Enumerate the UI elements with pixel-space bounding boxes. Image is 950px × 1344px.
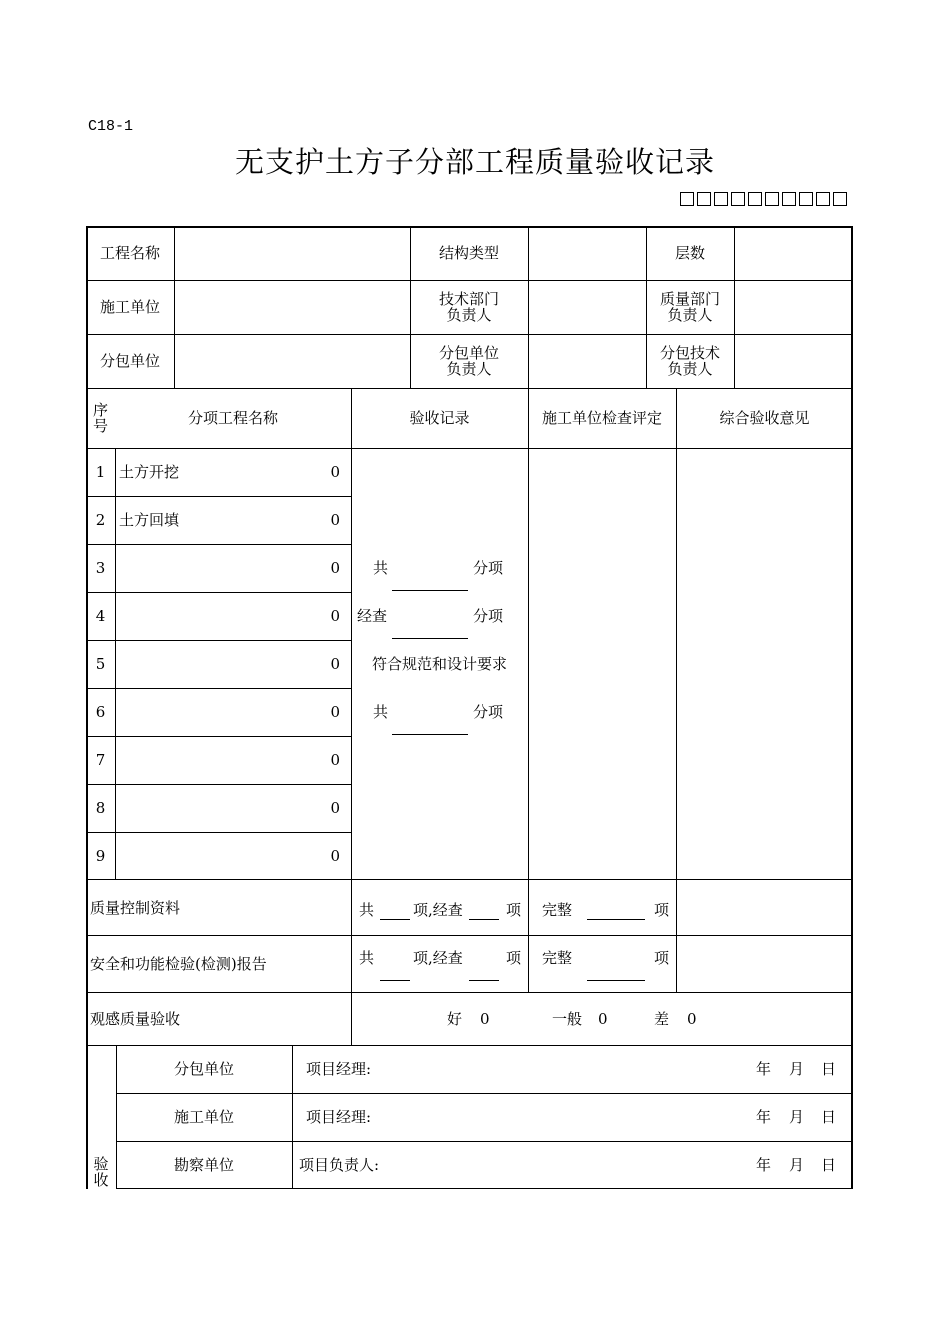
safety-checked-blank[interactable] bbox=[469, 980, 499, 981]
row-number: 9 bbox=[95, 847, 106, 865]
qc-total-label: 共 bbox=[359, 901, 375, 919]
sub-tech-input[interactable] bbox=[736, 353, 850, 369]
safety-total-blank[interactable] bbox=[380, 980, 410, 981]
row-number: 2 bbox=[95, 511, 106, 529]
row-number: 8 bbox=[95, 799, 106, 817]
safety-checked-label: 项,经查 bbox=[413, 949, 463, 967]
acceptance-day-label: 日 bbox=[821, 1156, 837, 1174]
acceptance-year-label: 年 bbox=[756, 1108, 772, 1126]
record-total-label: 共 bbox=[373, 559, 389, 577]
row-number: 1 bbox=[95, 463, 106, 481]
record-checked-label: 经查 bbox=[357, 607, 388, 625]
project-name-input[interactable] bbox=[176, 245, 408, 261]
construction-unit-label: 施工单位 bbox=[99, 298, 160, 316]
qc-complete-label: 完整 bbox=[542, 901, 573, 919]
row-item-name[interactable]: 土方回填 bbox=[119, 511, 180, 529]
number-box[interactable] bbox=[697, 192, 711, 206]
row-item-value: 0 bbox=[330, 703, 340, 721]
appearance-poor-value: 0 bbox=[687, 1010, 697, 1028]
acceptance-unit-label: 施工单位 bbox=[173, 1108, 234, 1126]
sub-unit-head-input[interactable] bbox=[530, 353, 644, 369]
appearance-good-value: 0 bbox=[480, 1010, 490, 1028]
number-box[interactable] bbox=[799, 192, 813, 206]
acceptance-unit-label: 勘察单位 bbox=[173, 1156, 234, 1174]
qc-checked-label: 项,经查 bbox=[413, 901, 463, 919]
tech-dept-label: 负责人 bbox=[446, 306, 492, 324]
safety-complete-label: 完整 bbox=[542, 949, 573, 967]
acceptance-year-label: 年 bbox=[756, 1060, 772, 1078]
record-total-blank[interactable] bbox=[392, 590, 468, 591]
row-item-value: 0 bbox=[330, 799, 340, 817]
row-item-value: 0 bbox=[330, 511, 340, 529]
acceptance-month-label: 月 bbox=[789, 1108, 805, 1126]
appearance-poor-label: 差 bbox=[654, 1010, 670, 1028]
tech-dept-input[interactable] bbox=[530, 299, 644, 315]
sub-unit-head-label: 分包单位 bbox=[438, 344, 499, 362]
sub-unit-input[interactable] bbox=[176, 353, 408, 369]
item-name-header: 分项工程名称 bbox=[187, 409, 278, 427]
appearance-label: 观感质量验收 bbox=[90, 1010, 181, 1028]
sub-tech-label: 分包技术 bbox=[659, 344, 720, 362]
row-item-value: 0 bbox=[330, 607, 340, 625]
acceptance-role-label: 项目经理: bbox=[306, 1060, 372, 1078]
row-item-value: 0 bbox=[330, 559, 340, 577]
record-items-label: 分项 bbox=[473, 607, 504, 625]
floors-label: 层数 bbox=[674, 244, 705, 262]
number-box[interactable] bbox=[782, 192, 796, 206]
acceptance-day-label: 日 bbox=[821, 1108, 837, 1126]
record-total-label: 共 bbox=[373, 703, 389, 721]
row-number: 7 bbox=[95, 751, 106, 769]
structure-type-input[interactable] bbox=[530, 245, 644, 261]
quality-control-label: 质量控制资料 bbox=[90, 899, 181, 917]
record-header: 验收记录 bbox=[409, 409, 470, 427]
safety-complete-item-label: 项 bbox=[654, 949, 670, 967]
seq-header: 序 bbox=[92, 401, 108, 419]
row-item-value: 0 bbox=[330, 751, 340, 769]
structure-type-label: 结构类型 bbox=[438, 244, 499, 262]
record-checked-blank[interactable] bbox=[392, 638, 468, 639]
number-box[interactable] bbox=[765, 192, 779, 206]
sub-unit-label: 分包单位 bbox=[99, 352, 160, 370]
row-item-value: 0 bbox=[330, 463, 340, 481]
quality-dept-label: 负责人 bbox=[667, 306, 713, 324]
quality-dept-input[interactable] bbox=[736, 299, 850, 315]
row-item-value: 0 bbox=[330, 847, 340, 865]
safety-label: 安全和功能检验(检测)报告 bbox=[90, 955, 267, 973]
safety-item-label: 项 bbox=[506, 949, 522, 967]
form-code: C18-1 bbox=[88, 118, 134, 135]
tech-dept-label: 技术部门 bbox=[438, 290, 499, 308]
opinion-header: 综合验收意见 bbox=[719, 409, 810, 427]
acceptance-unit-label: 分包单位 bbox=[173, 1060, 234, 1078]
row-number: 3 bbox=[95, 559, 106, 577]
qc-complete-blank[interactable] bbox=[587, 919, 645, 920]
seq-header: 号 bbox=[92, 417, 108, 435]
qc-checked-blank[interactable] bbox=[469, 919, 499, 920]
row-number: 6 bbox=[95, 703, 106, 721]
row-number: 4 bbox=[95, 607, 106, 625]
number-box[interactable] bbox=[748, 192, 762, 206]
floors-input[interactable] bbox=[736, 245, 850, 261]
record-items-label: 分项 bbox=[473, 559, 504, 577]
acceptance-role-label: 项目经理: bbox=[306, 1108, 372, 1126]
row-number: 5 bbox=[95, 655, 106, 673]
sub-tech-label: 负责人 bbox=[667, 360, 713, 378]
record-items-label: 分项 bbox=[473, 703, 504, 721]
row-item-value: 0 bbox=[330, 655, 340, 673]
page-title: 无支护土方子分部工程质量验收记录 bbox=[234, 145, 715, 179]
acceptance-role-label: 项目负责人: bbox=[299, 1156, 380, 1174]
record-compliant-label: 符合规范和设计要求 bbox=[371, 655, 507, 673]
acceptance-day-label: 日 bbox=[821, 1060, 837, 1078]
number-box[interactable] bbox=[731, 192, 745, 206]
qc-total-blank[interactable] bbox=[380, 919, 410, 920]
sub-unit-head-label: 负责人 bbox=[446, 360, 492, 378]
unit-eval-header: 施工单位检查评定 bbox=[541, 409, 662, 427]
form-number-boxes bbox=[680, 192, 847, 206]
acceptance-month-label: 月 bbox=[789, 1060, 805, 1078]
quality-dept-label: 质量部门 bbox=[659, 290, 720, 308]
appearance-normal-label: 一般 bbox=[552, 1010, 583, 1028]
appearance-good-label: 好 bbox=[447, 1010, 463, 1028]
appearance-normal-value: 0 bbox=[598, 1010, 608, 1028]
qc-complete-item-label: 项 bbox=[654, 901, 670, 919]
record-total-blank[interactable] bbox=[392, 734, 468, 735]
number-box[interactable] bbox=[816, 192, 830, 206]
safety-complete-blank[interactable] bbox=[587, 980, 645, 981]
acceptance-month-label: 月 bbox=[789, 1156, 805, 1174]
safety-total-label: 共 bbox=[359, 949, 375, 967]
number-box[interactable] bbox=[680, 192, 694, 206]
qc-item-label: 项 bbox=[506, 901, 522, 919]
number-box[interactable] bbox=[833, 192, 847, 206]
project-name-label: 工程名称 bbox=[99, 244, 160, 262]
construction-unit-input[interactable] bbox=[176, 299, 408, 315]
acceptance-side-label: 验 bbox=[93, 1155, 109, 1173]
acceptance-year-label: 年 bbox=[756, 1156, 772, 1174]
acceptance-side-label: 收 bbox=[93, 1171, 109, 1189]
row-item-name[interactable]: 土方开挖 bbox=[119, 463, 180, 481]
number-box[interactable] bbox=[714, 192, 728, 206]
